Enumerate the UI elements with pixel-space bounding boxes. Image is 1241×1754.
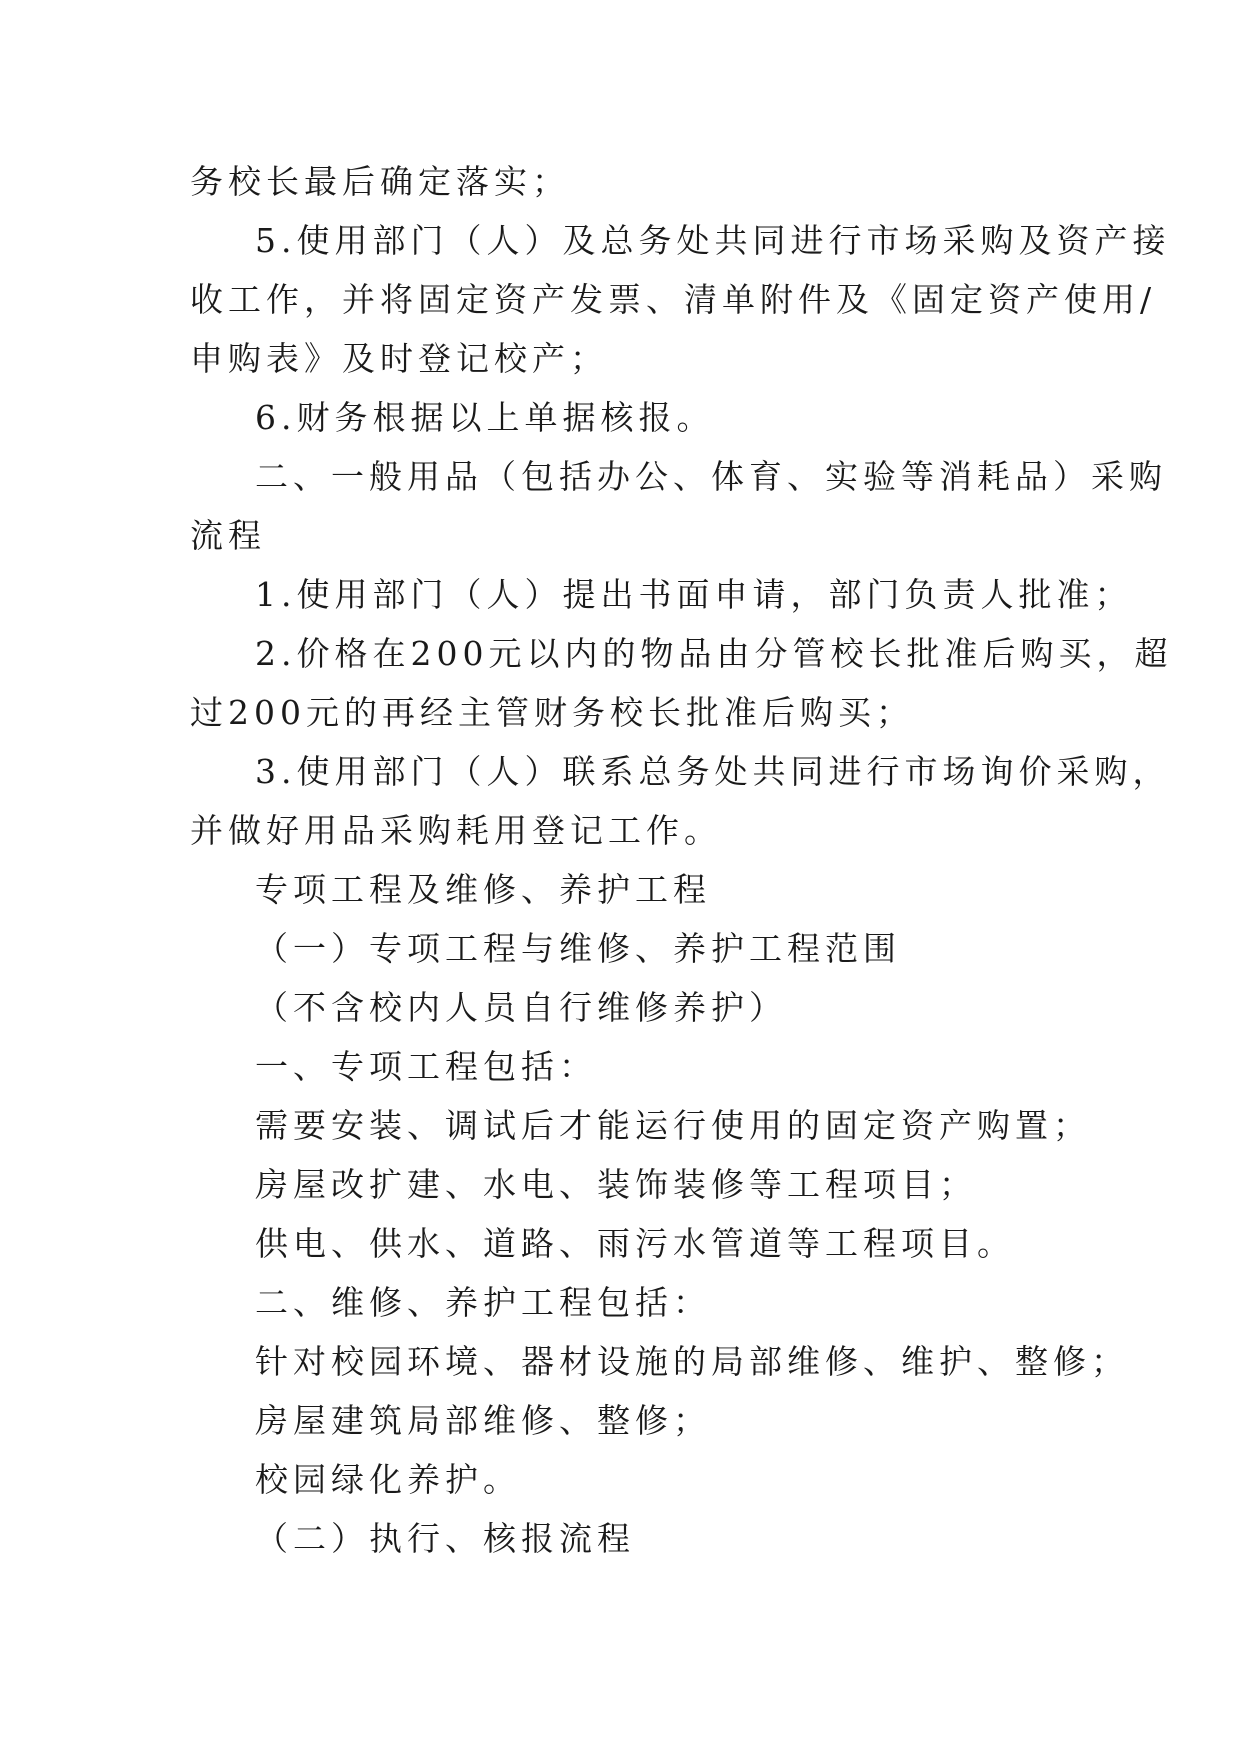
subsection-heading-scope: （一）专项工程与维修、养护工程范围 <box>255 929 901 968</box>
text-line-1: 务校长最后确定落实； <box>190 162 570 201</box>
text-line-8: 1.使用部门（人）提出书面申请，部门负责人批准； <box>255 575 1133 614</box>
text-line-3: 收工作，并将固定资产发票、清单附件及《固定资产使用/ <box>190 280 1157 319</box>
text-line-15: （不含校内人员自行维修养护） <box>255 988 787 1027</box>
section-heading-general-supplies: 二、一般用品（包括办公、体育、实验等消耗品）采购 <box>255 457 1167 496</box>
text-line-20: 二、维修、养护工程包括： <box>255 1283 711 1322</box>
text-line-10: 过200元的再经主管财务校长批准后购买； <box>190 693 914 732</box>
text-line-7: 流程 <box>190 516 266 555</box>
text-line-12: 并做好用品采购耗用登记工作。 <box>190 811 722 850</box>
text-line-17: 需要安装、调试后才能运行使用的固定资产购置； <box>255 1106 1091 1145</box>
text-line-5: 6.财务根据以上单据核报。 <box>255 398 715 437</box>
text-line-22: 房屋建筑局部维修、整修； <box>255 1401 711 1440</box>
section-heading-special-projects: 专项工程及维修、养护工程 <box>255 870 711 909</box>
text-line-2: 5.使用部门（人）及总务处共同进行市场采购及资产接 <box>255 221 1171 260</box>
text-line-9: 2.价格在200元以内的物品由分管校长批准后购买，超 <box>255 634 1173 673</box>
text-line-4: 申购表》及时登记校产； <box>190 339 608 378</box>
text-line-18: 房屋改扩建、水电、装饰装修等工程项目； <box>255 1165 977 1204</box>
text-line-16: 一、专项工程包括： <box>255 1047 597 1086</box>
text-line-23: 校园绿化养护。 <box>255 1460 521 1499</box>
text-line-11: 3.使用部门（人）联系总务处共同进行市场询价采购， <box>255 752 1171 791</box>
subsection-heading-execution: （二）执行、核报流程 <box>255 1519 635 1558</box>
text-line-19: 供电、供水、道路、雨污水管道等工程项目。 <box>255 1224 1015 1263</box>
text-line-21: 针对校园环境、器材设施的局部维修、维护、整修； <box>255 1342 1129 1381</box>
